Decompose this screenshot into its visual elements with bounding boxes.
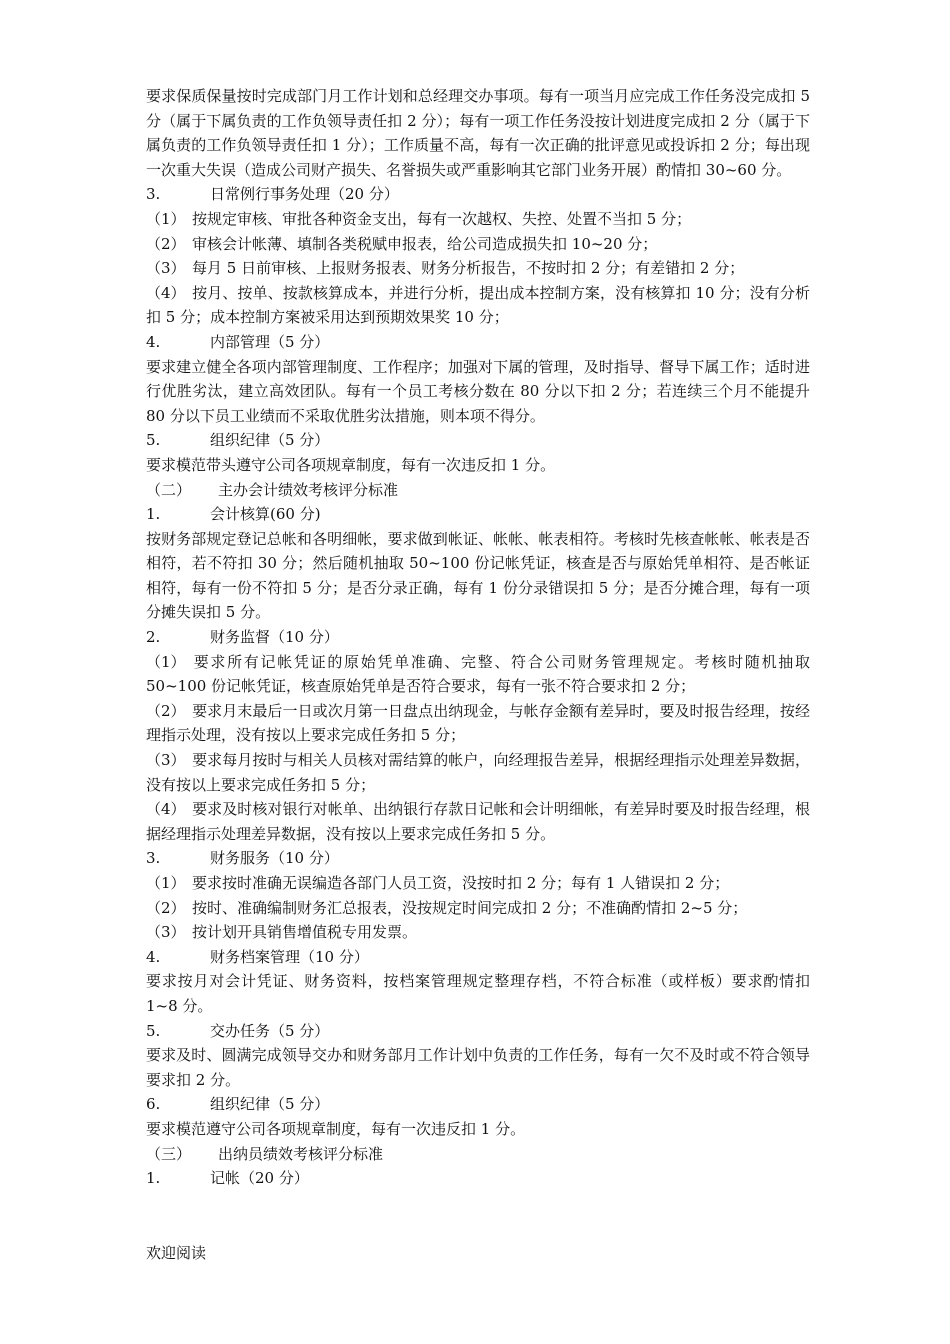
numbered-subitem [146, 920, 810, 945]
body-paragraph: 要求模范带头遵守公司各项规章制度，每有一次违反扣 1 分。 [146, 455, 556, 474]
subitem-text: 按计划开具销售增值税专用发票。 [192, 923, 418, 942]
body-paragraph: 要求按月对会计凭证、财务资料，按档案管理规定整理存档，不符合标准（或样板）要求酌情扣 1~8 分。 [146, 972, 810, 1015]
numbered-heading [146, 945, 810, 970]
subitem-number: （2） [146, 898, 186, 917]
numbered-heading [146, 846, 810, 871]
body-paragraph: 按财务部规定登记总帐和各明细帐，要求做到帐证、帐帐、帐表相符。考核时先核查帐帐、帐表是否相符，若不符扣 30 分；然后随机抽取 50~100 份记帐凭证，核查是否与原始凭单相符、是否帐证相符，每有一份不符扣 5 分；是否分录正确，每有 1 份分录错误扣 5 分；是否分摊合理，每有一项分摊失误扣 5 分。 [146, 529, 810, 622]
numbered-subitem [146, 699, 810, 748]
subitem-text: 按月、按单、按款核算成本，并进行分析，提出成本控制方案，没有核算扣 10 分；没有分析扣 5 分；成本控制方案被采用达到预期效果奖 10 分； [146, 283, 810, 327]
item-heading: 会计核算(60 分) [210, 505, 321, 524]
subitem-text: 要求及时核对银行对帐单、出纳银行存款日记帐和会计明细帐，有差异时要及时报告经理，根据经理指示处理差异数据，没有按以上要求完成任务扣 5 分。 [146, 800, 810, 843]
numbered-heading [146, 428, 810, 453]
body-paragraph: 要求及时、圆满完成领导交办和财务部月工作计划中负责的工作任务，每有一欠不及时或不符合领导要求扣 2 分。 [146, 1046, 810, 1089]
section-title [146, 478, 810, 503]
item-number: 3. [146, 185, 161, 204]
page-footer: 欢迎阅读 [146, 1244, 207, 1262]
subitem-text: 要求每月按时与相关人员核对需结算的帐户，向经理报告差异，根据经理指示处理差异数据，没有按以上要求完成任务扣 5 分； [146, 751, 810, 794]
subitem-number: （1） [146, 652, 186, 671]
numbered-heading [146, 502, 810, 527]
numbered-heading [146, 1092, 810, 1117]
body-paragraph: 要求建立健全各项内部管理制度、工作程序；加强对下属的管理，及时指导、督导下属工作；适时进行优胜劣汰，建立高效团队。每有一个员工考核分数在 80 分以下扣 2 分；若连续三个月不能提升 80 分以下员工业绩而不采取优胜劣汰措施，则本项不得分。 [146, 357, 810, 425]
numbered-heading [146, 182, 810, 207]
numbered-heading [146, 1166, 810, 1191]
numbered-subitem [146, 896, 810, 921]
item-number: 5. [146, 431, 161, 450]
subitem-number: （4） [146, 283, 186, 302]
subitem-number: （1） [146, 209, 186, 228]
body-paragraph: 要求保质保量按时完成部门月工作计划和总经理交办事项。每有一项当月应完成工作任务没完成扣 5 分（属于下属负责的工作负领导责任扣 2 分）；每有一项工作任务没按计划进度完成扣 2 分（属于下属负责的工作负领导责任扣 1 分）；工作质量不高，每有一次正确的批评意见或投诉扣 2 分；每出现一次重大失误（造成公司财产损失、名誉损失或严重影响其它部门业务开展）酌情扣 30~60 分。 [146, 87, 810, 179]
document-body [146, 84, 810, 1191]
numbered-subitem [146, 256, 810, 281]
numbered-heading [146, 1019, 810, 1044]
subitem-text: 每月 5 日前审核、上报财务报表、财务分析报告，不按时扣 2 分；有差错扣 2 分； [192, 259, 745, 278]
item-heading: 财务监督（10 分） [210, 628, 339, 647]
item-heading: 财务服务（10 分） [210, 849, 339, 868]
subitem-text: 要求按时准确无误编造各部门人员工资，没按时扣 2 分；每有 1 人错误扣 2 分； [192, 874, 730, 892]
subitem-text: 要求所有记帐凭证的原始凭单准确、完整、符合公司财务管理规定。考核时随机抽取 50~100 份记帐凭证，核查原始凭单是否符合要求，每有一张不符合要求扣 2 分； [146, 652, 810, 696]
item-number: 5. [146, 1021, 161, 1040]
subitem-number: （1） [146, 874, 186, 892]
numbered-subitem [146, 871, 810, 896]
subitem-number: （3） [146, 923, 186, 942]
item-heading: 记帐（20 分） [210, 1169, 309, 1188]
item-heading: 财务档案管理（10 分） [210, 947, 369, 966]
numbered-subitem [146, 232, 810, 257]
subitem-text: 要求月末最后一日或次月第一日盘点出纳现金，与帐存金额有差异时，要及时报告经理，按经理指示处理，没有按以上要求完成任务扣 5 分； [146, 701, 810, 745]
section-number: （二） [146, 480, 192, 499]
subitem-number: （3） [146, 751, 186, 770]
subitem-number: （2） [146, 234, 186, 253]
section-title [146, 1142, 810, 1167]
item-number: 3. [146, 849, 161, 868]
section-number: （三） [146, 1144, 192, 1163]
item-number: 1. [146, 505, 161, 524]
subitem-text: 按时、准确编制财务汇总报表，没按规定时间完成扣 2 分；不准确酌情扣 2~5 分； [192, 898, 748, 917]
item-number: 1. [146, 1169, 161, 1188]
subitem-number: （2） [146, 701, 186, 720]
numbered-heading [146, 625, 810, 650]
item-number: 6. [146, 1095, 161, 1114]
section-heading: 主办会计绩效考核评分标准 [218, 480, 399, 499]
section-heading: 出纳员绩效考核评分标准 [218, 1144, 384, 1163]
numbered-subitem [146, 207, 810, 232]
body-paragraph: 要求模范遵守公司各项规章制度，每有一次违反扣 1 分。 [146, 1119, 526, 1138]
item-heading: 组织纪律（5 分） [210, 1095, 330, 1114]
numbered-subitem [146, 281, 810, 330]
subitem-text: 审核会计帐薄、填制各类税赋申报表，给公司造成损失扣 10~20 分； [192, 234, 658, 253]
numbered-heading [146, 330, 810, 355]
subitem-text: 按规定审核、审批各种资金支出，每有一次越权、失控、处置不当扣 5 分； [192, 209, 692, 228]
subitem-number: （4） [146, 800, 186, 819]
subitem-number: （3） [146, 259, 186, 278]
item-number: 2. [146, 628, 161, 647]
item-heading: 组织纪律（5 分） [210, 431, 330, 450]
item-heading: 日常例行事务处理（20 分） [210, 185, 399, 204]
item-number: 4. [146, 947, 161, 966]
item-number: 4. [146, 332, 161, 351]
item-heading: 内部管理（5 分） [210, 332, 330, 351]
numbered-subitem [146, 748, 810, 797]
numbered-subitem [146, 797, 810, 846]
numbered-subitem [146, 650, 810, 699]
item-heading: 交办任务（5 分） [210, 1021, 330, 1040]
